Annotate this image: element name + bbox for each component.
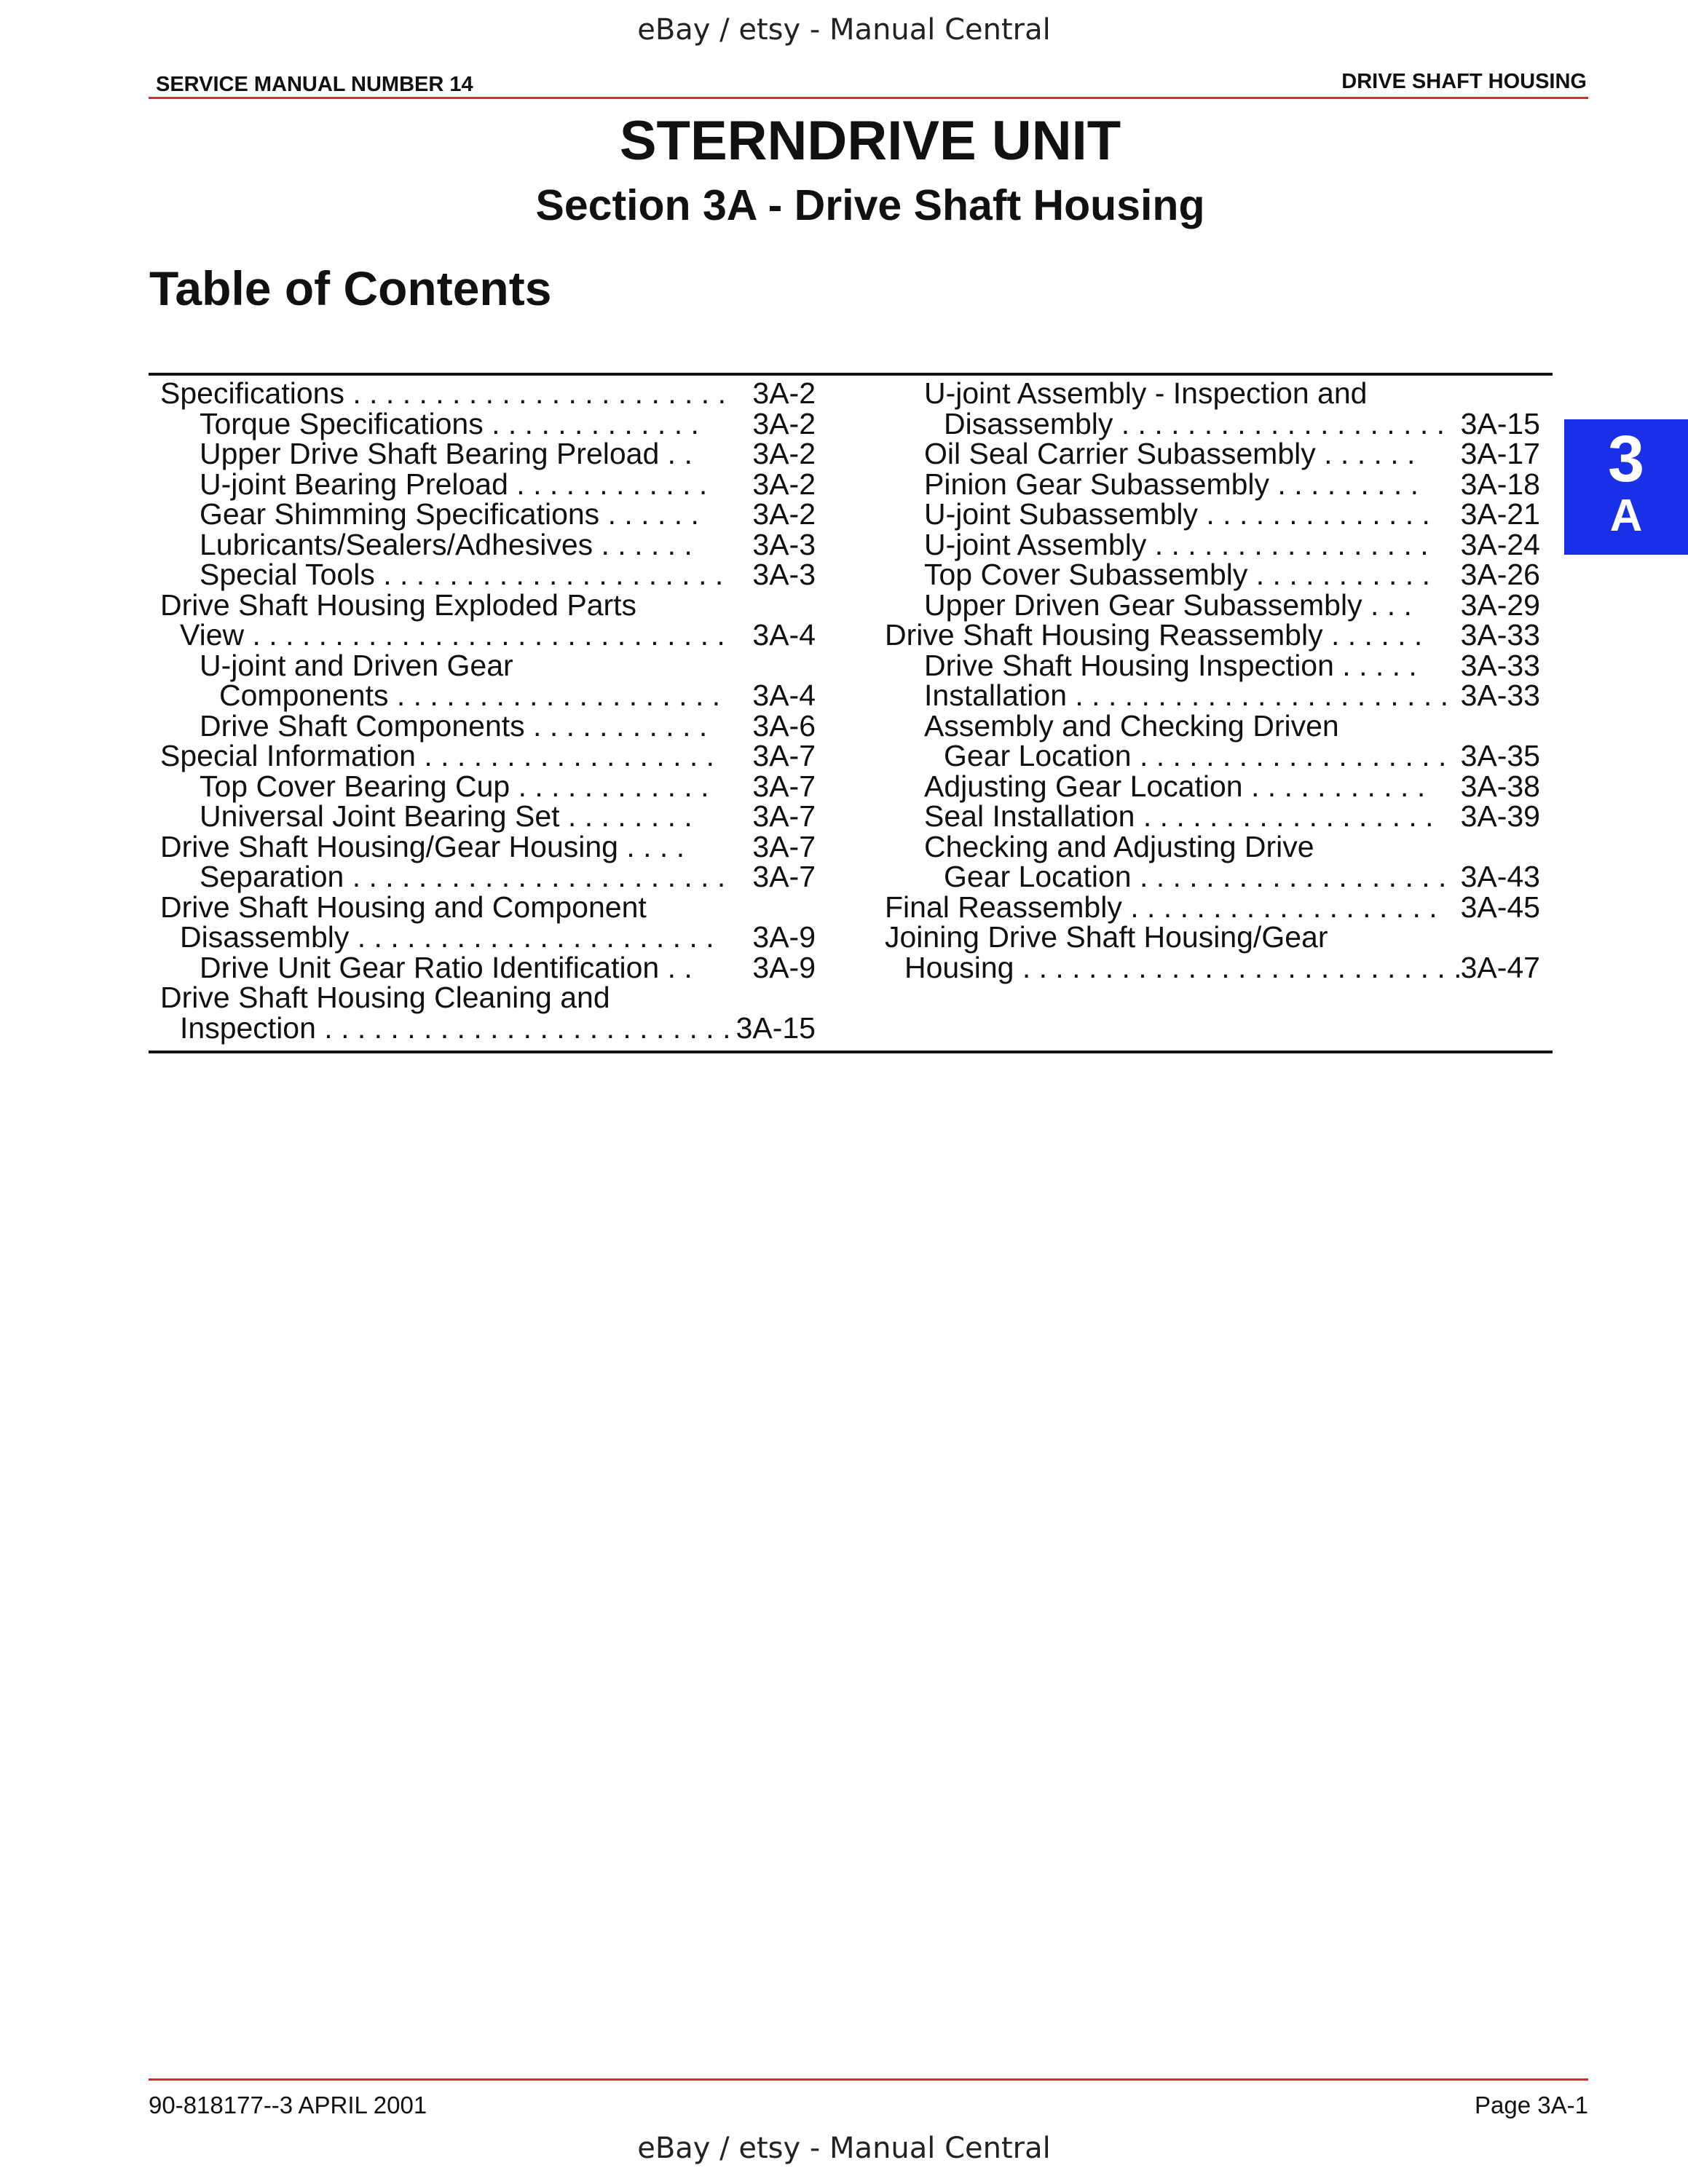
toc-entry-page: 3A-35 — [1460, 739, 1540, 772]
toc-entry-title: Disassembly . . . . . . . . . . . . . . . . . . . . — [944, 406, 1446, 440]
toc-entry-title: Pinion Gear Subassembly . . . . . . . . . — [924, 467, 1419, 501]
toc-entry[interactable] — [885, 950, 1540, 984]
toc-entry[interactable] — [160, 376, 816, 410]
toc-entry-page: 3A-47 — [1460, 950, 1540, 984]
toc-entry[interactable] — [160, 1010, 816, 1045]
toc-entry-title: U-joint and Driven Gear — [200, 648, 513, 682]
toc-entry[interactable] — [160, 406, 816, 440]
toc-entry-page: 3A-39 — [1460, 799, 1540, 833]
toc-entry[interactable] — [885, 890, 1540, 924]
toc-entry-page: 3A-21 — [1460, 497, 1540, 531]
section-tab-letter: A — [1609, 491, 1643, 541]
toc-entry-page: 3A-2 — [752, 406, 816, 440]
toc-entry[interactable] — [885, 769, 1540, 803]
toc-entry[interactable] — [160, 620, 816, 651]
toc-entry-title: Drive Shaft Housing Exploded Parts — [160, 587, 637, 622]
toc-bottom-rule — [149, 1051, 1553, 1053]
toc-entry-page: 3A-26 — [1460, 558, 1540, 591]
toc-entry-title: Seal Installation . . . . . . . . . . . . . . . . . . — [924, 799, 1434, 833]
toc-entry-page: 3A-29 — [1460, 587, 1540, 622]
toc-right-column — [885, 376, 1540, 984]
toc-entry-title: Drive Shaft Housing Inspection . . . . . — [924, 648, 1417, 682]
toc-entry[interactable] — [160, 499, 816, 530]
toc-entry-title: Joining Drive Shaft Housing/Gear — [885, 920, 1328, 954]
toc-entry-page: 3A-24 — [1460, 527, 1540, 561]
toc-entry[interactable] — [160, 648, 816, 682]
toc-entry-title: Lubricants/Sealers/Adhesives . . . . . . — [200, 527, 693, 561]
toc-entry[interactable] — [885, 829, 1540, 863]
toc-entry-page: 3A-7 — [752, 769, 816, 803]
toc-top-rule — [149, 373, 1553, 376]
toc-entry-page: 3A-18 — [1460, 467, 1540, 501]
toc-entry-title: Components . . . . . . . . . . . . . . . . . . . . — [219, 678, 721, 712]
section-tab — [1564, 419, 1688, 555]
toc-entry[interactable] — [160, 983, 816, 1013]
watermark-top: eBay / etsy - Manual Central — [637, 13, 1051, 47]
toc-entry[interactable] — [160, 560, 816, 590]
toc-entry-page: 3A-15 — [1460, 406, 1540, 440]
toc-entry-title: Disassembly . . . . . . . . . . . . . . . . . . . . . . — [180, 920, 714, 954]
toc-entry-page: 3A-4 — [752, 678, 816, 712]
toc-entry-title: Torque Specifications . . . . . . . . . . . . . — [200, 406, 699, 440]
toc-entry[interactable] — [885, 648, 1540, 682]
toc-entry-title: Top Cover Bearing Cup . . . . . . . . . . . . — [200, 769, 709, 803]
watermark-bottom: eBay / etsy - Manual Central — [637, 2132, 1051, 2165]
header-divider — [149, 97, 1588, 99]
footer-divider — [149, 2078, 1588, 2081]
toc-entry[interactable] — [885, 862, 1540, 893]
toc-entry[interactable] — [160, 799, 816, 833]
toc-entry-title: Separation . . . . . . . . . . . . . . . . . . . . . . . — [200, 860, 726, 893]
toc-entry-title: U-joint Assembly - Inspection and — [924, 376, 1368, 410]
toc-entry-title: Drive Unit Gear Ratio Identification . . — [200, 950, 693, 984]
toc-entry[interactable] — [160, 708, 816, 743]
toc-entry[interactable] — [160, 467, 816, 501]
footer-doc-number: 90-818177--3 APRIL 2001 — [149, 2092, 427, 2118]
toc-entry-page: 3A-2 — [752, 437, 816, 470]
toc-entry-title: Specifications . . . . . . . . . . . . . . . . . . . . . . . — [160, 376, 726, 410]
toc-entry-title: Gear Location . . . . . . . . . . . . . . . . . . . — [944, 860, 1447, 893]
toc-entry-title: Drive Shaft Housing and Component — [160, 890, 647, 924]
toc-entry-page: 3A-2 — [752, 497, 816, 531]
toc-entry-title: Housing . . . . . . . . . . . . . . . . . . . . . . . . . . . — [904, 950, 1462, 984]
toc-entry-title: Universal Joint Bearing Set . . . . . . . . — [200, 799, 693, 833]
toc-entry-title: Drive Shaft Components . . . . . . . . . . . — [200, 708, 708, 743]
toc-entry-title: U-joint Assembly . . . . . . . . . . . . . . . . . — [924, 527, 1429, 561]
toc-entry[interactable] — [885, 708, 1540, 743]
toc-entry[interactable] — [160, 678, 816, 712]
toc-entry-page: 3A-33 — [1460, 678, 1540, 712]
toc-entry-page: 3A-45 — [1460, 890, 1540, 924]
toc-entry-title: Special Tools . . . . . . . . . . . . . . . . . . . . . — [200, 558, 724, 591]
toc-entry[interactable] — [160, 527, 816, 561]
toc-entry[interactable] — [160, 862, 816, 893]
toc-entry[interactable] — [885, 799, 1540, 833]
page-title: STERNDRIVE UNIT — [619, 110, 1121, 172]
toc-entry-title: Special Information . . . . . . . . . . . . . . . . . . — [160, 739, 715, 772]
toc-entry-page: 3A-2 — [752, 376, 816, 410]
toc-entry[interactable] — [160, 890, 816, 924]
toc-entry-title: Gear Shimming Specifications . . . . . . — [200, 497, 699, 531]
toc-entry-page: 3A-6 — [752, 708, 816, 743]
toc-entry[interactable] — [885, 406, 1540, 440]
toc-entry[interactable] — [885, 467, 1540, 501]
toc-entry-page: 3A-9 — [752, 950, 816, 984]
toc-entry-title: Upper Drive Shaft Bearing Preload . . — [200, 437, 693, 470]
toc-entry-title: Checking and Adjusting Drive — [924, 829, 1314, 863]
toc-entry[interactable] — [885, 527, 1540, 561]
toc-entry-page: 3A-17 — [1460, 437, 1540, 470]
toc-entry[interactable] — [885, 587, 1540, 622]
toc-entry[interactable] — [885, 741, 1540, 772]
toc-entry-title: Inspection . . . . . . . . . . . . . . . . . . . . . . . . . — [180, 1010, 731, 1045]
toc-entry[interactable] — [160, 439, 816, 470]
toc-entry-page: 3A-7 — [752, 739, 816, 772]
toc-entry-title: U-joint Subassembly . . . . . . . . . . . . . . — [924, 497, 1430, 531]
toc-entry-title: Top Cover Subassembly . . . . . . . . . . . — [924, 558, 1430, 591]
toc-entry-page: 3A-3 — [752, 527, 816, 561]
toc-entry-title: Installation . . . . . . . . . . . . . . . . . . . . . . . — [924, 678, 1449, 712]
toc-left-column — [160, 376, 816, 1045]
toc-heading: Table of Contents — [149, 261, 552, 315]
toc-entry-title: Final Reassembly . . . . . . . . . . . . . . . . . . . — [885, 890, 1437, 924]
toc-entry-title: Drive Shaft Housing/Gear Housing . . . . — [160, 829, 685, 863]
footer-page-number: Page 3A-1 — [1475, 2092, 1588, 2118]
toc-entry[interactable] — [885, 560, 1540, 590]
toc-entry-page: 3A-33 — [1460, 648, 1540, 682]
section-tab-number: 3 — [1607, 423, 1645, 496]
toc-entry-page: 3A-15 — [735, 1010, 816, 1045]
toc-entry-title: U-joint Bearing Preload . . . . . . . . . . . . — [200, 467, 708, 501]
toc-entry-page: 3A-3 — [752, 558, 816, 591]
toc-entry-page: 3A-7 — [752, 860, 816, 893]
toc-entry-title: Gear Location . . . . . . . . . . . . . . . . . . . — [944, 739, 1447, 772]
toc-entry[interactable] — [160, 741, 816, 772]
toc-entry-page: 3A-4 — [752, 618, 816, 652]
toc-entry[interactable] — [160, 769, 816, 803]
toc-entry-title: Upper Driven Gear Subassembly . . . — [924, 587, 1412, 622]
header-manual-number: SERVICE MANUAL NUMBER 14 — [156, 73, 473, 96]
toc-entry[interactable] — [885, 376, 1540, 410]
toc-entry-title: Oil Seal Carrier Subassembly . . . . . . — [924, 437, 1416, 470]
toc-entry-title: Adjusting Gear Location . . . . . . . . . . . — [924, 769, 1426, 803]
header-section-name: DRIVE SHAFT HOUSING — [1341, 70, 1587, 93]
toc-entry-page: 3A-9 — [752, 920, 816, 954]
toc-entry[interactable] — [885, 620, 1540, 651]
toc-entry[interactable] — [160, 950, 816, 984]
toc-entry-page: 3A-7 — [752, 829, 816, 863]
toc-entry[interactable] — [885, 678, 1540, 712]
toc-entry[interactable] — [885, 439, 1540, 470]
toc-entry[interactable] — [160, 922, 816, 953]
toc-entry-page: 3A-7 — [752, 799, 816, 833]
toc-entry[interactable] — [885, 922, 1540, 953]
toc-entry[interactable] — [160, 587, 816, 622]
toc-entry-title: View . . . . . . . . . . . . . . . . . . . . . . . . . . . . . — [180, 618, 725, 652]
toc-entry-title: Drive Shaft Housing Cleaning and — [160, 981, 610, 1014]
toc-entry-page: 3A-38 — [1460, 769, 1540, 803]
toc-entry-title: Drive Shaft Housing Reassembly . . . . . . — [885, 618, 1423, 652]
toc-entry-page: 3A-33 — [1460, 618, 1540, 652]
toc-entry[interactable] — [160, 829, 816, 863]
toc-entry-page: 3A-43 — [1460, 860, 1540, 893]
toc-entry-page: 3A-2 — [752, 467, 816, 501]
toc-entry[interactable] — [885, 499, 1540, 530]
toc-entry-title: Assembly and Checking Driven — [924, 708, 1339, 743]
section-subtitle: Section 3A - Drive Shaft Housing — [535, 181, 1205, 229]
